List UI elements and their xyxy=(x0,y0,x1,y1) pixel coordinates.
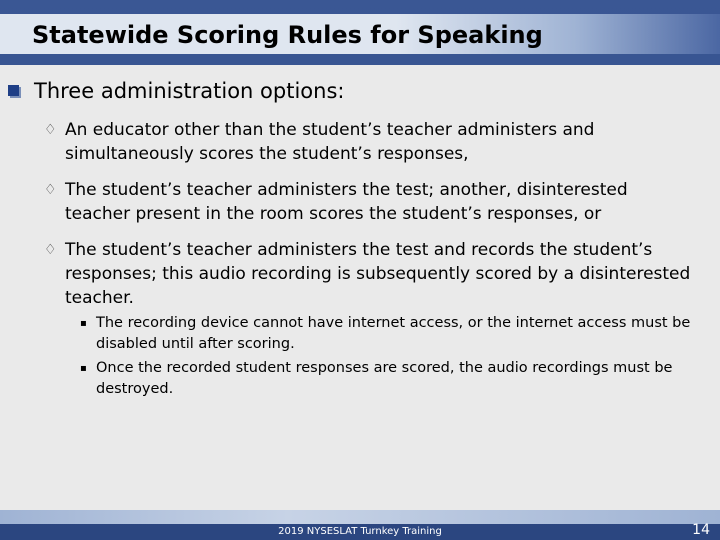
small-square-bullet-icon: ▪ xyxy=(80,363,87,374)
option-text: An educator other than the student’s teacher administers and simultaneously scores the student’s responses, xyxy=(65,120,595,164)
option-text: The student’s teacher administers the test and records the student’s responses; this audio recording is subsequently scored by a disinterested teacher. xyxy=(65,240,691,308)
small-square-bullet-icon: ▪ xyxy=(80,318,87,329)
diamond-outline-bullet-icon: ♢ xyxy=(44,182,57,198)
option-text: The student’s teacher administers the test; another, disinterested teacher present in the room scores the student’s responses, or xyxy=(65,180,628,224)
diamond-outline-bullet-icon: ♢ xyxy=(44,242,57,258)
square-bullet-icon xyxy=(8,85,19,96)
main-bullet-text: Three administration options: xyxy=(34,79,345,103)
bottom-strip xyxy=(0,510,720,524)
page-number: 14 xyxy=(692,522,710,538)
sub-point-text: Once the recorded student responses are scored, the audio recordings must be destroyed. xyxy=(96,360,673,397)
slide-title: Statewide Scoring Rules for Speaking xyxy=(32,21,543,49)
footer-text: 2019 NYSESLAT Turnkey Training xyxy=(278,526,442,537)
sub-point-text: The recording device cannot have internet access, or the internet access must be disabled until after scoring. xyxy=(96,315,691,352)
diamond-outline-bullet-icon: ♢ xyxy=(44,122,57,138)
